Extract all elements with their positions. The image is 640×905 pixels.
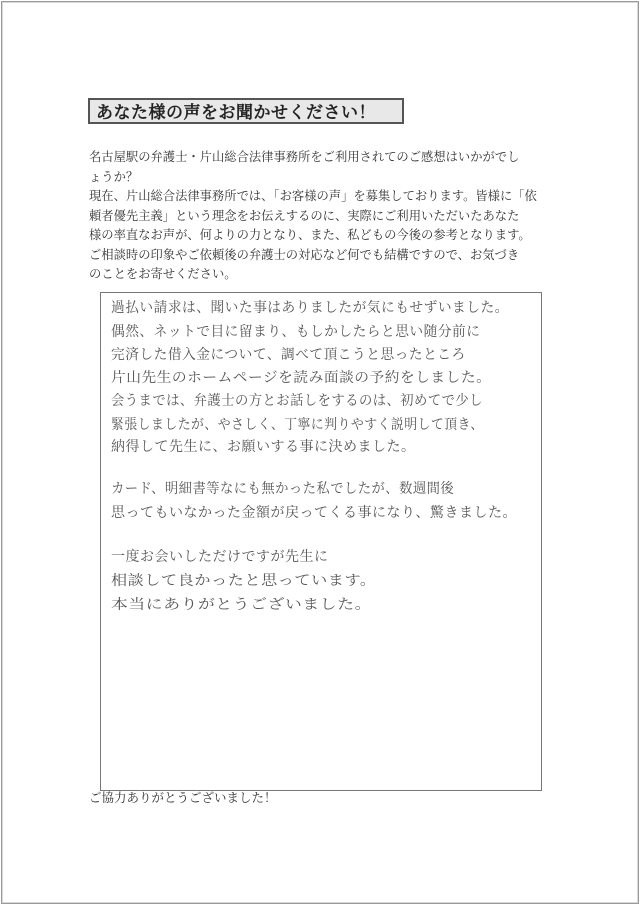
handwritten-line: 思ってもいなかった金額が戻ってくる事になり、驚きました。 xyxy=(111,505,517,521)
handwritten-line: 緊張しましたが、やさしく、丁寧に判りやすく説明して頂き、 xyxy=(111,417,484,433)
handwritten-line: 完済した借入金について、調べて頂こうと思ったところ xyxy=(111,347,466,363)
handwritten-line: 偶然、ネットで目に留まり、もしかしたらと思い随分前に xyxy=(111,324,481,340)
thank-you-footer: ご協力ありがとうございました！ xyxy=(89,790,277,805)
intro-line: ょうか？ xyxy=(89,169,139,184)
intro-line: 名古屋駅の弁護士・片山総合法律事務所をご利用されてのご感想はいかがでし xyxy=(89,150,520,164)
page-title: あなた様の声をお聞かせください！ xyxy=(88,98,404,124)
intro-text xyxy=(89,148,559,285)
intro-line: 現在、片山総合法律事務所では、「お客様の声」を募集しております。皆様に「依 xyxy=(89,189,537,203)
handwritten-line: 会うまでは、弁護士の方とお話しをするのは、初めてで少し xyxy=(111,393,483,409)
handwritten-line: 本当にありがとうございました。 xyxy=(111,597,372,613)
handwritten-line: カード、明細書等なにも無かった私でしたが、数週間後 xyxy=(111,481,455,497)
handwritten-comment-box xyxy=(100,292,542,791)
handwritten-line: 一度お会いしただけですが先生に xyxy=(111,549,329,565)
intro-line: のことをお寄せください。 xyxy=(89,267,237,281)
handwritten-line: 納得して先生に、お願いする事に決めました。 xyxy=(111,439,416,455)
handwritten-line: 相談して良かったと思っています。 xyxy=(111,573,377,589)
intro-line: 様の率直なお声が、何よりの力となり、また、私どもの今後の参考となります。 xyxy=(89,228,531,242)
intro-line: ご相談時の印象やご依頼後の弁護士の対応など何でも結構ですので、お気づき xyxy=(89,247,520,262)
handwritten-line: 片山先生のホームページを読み面談の予約をしました。 xyxy=(111,370,492,386)
handwritten-line: 過払い請求は、聞いた事はありましたが気にもせずいました。 xyxy=(111,300,509,316)
intro-line: 頼者優先主義」という理念をお伝えするのに、実際にご利用いただいたあなた xyxy=(89,208,520,223)
